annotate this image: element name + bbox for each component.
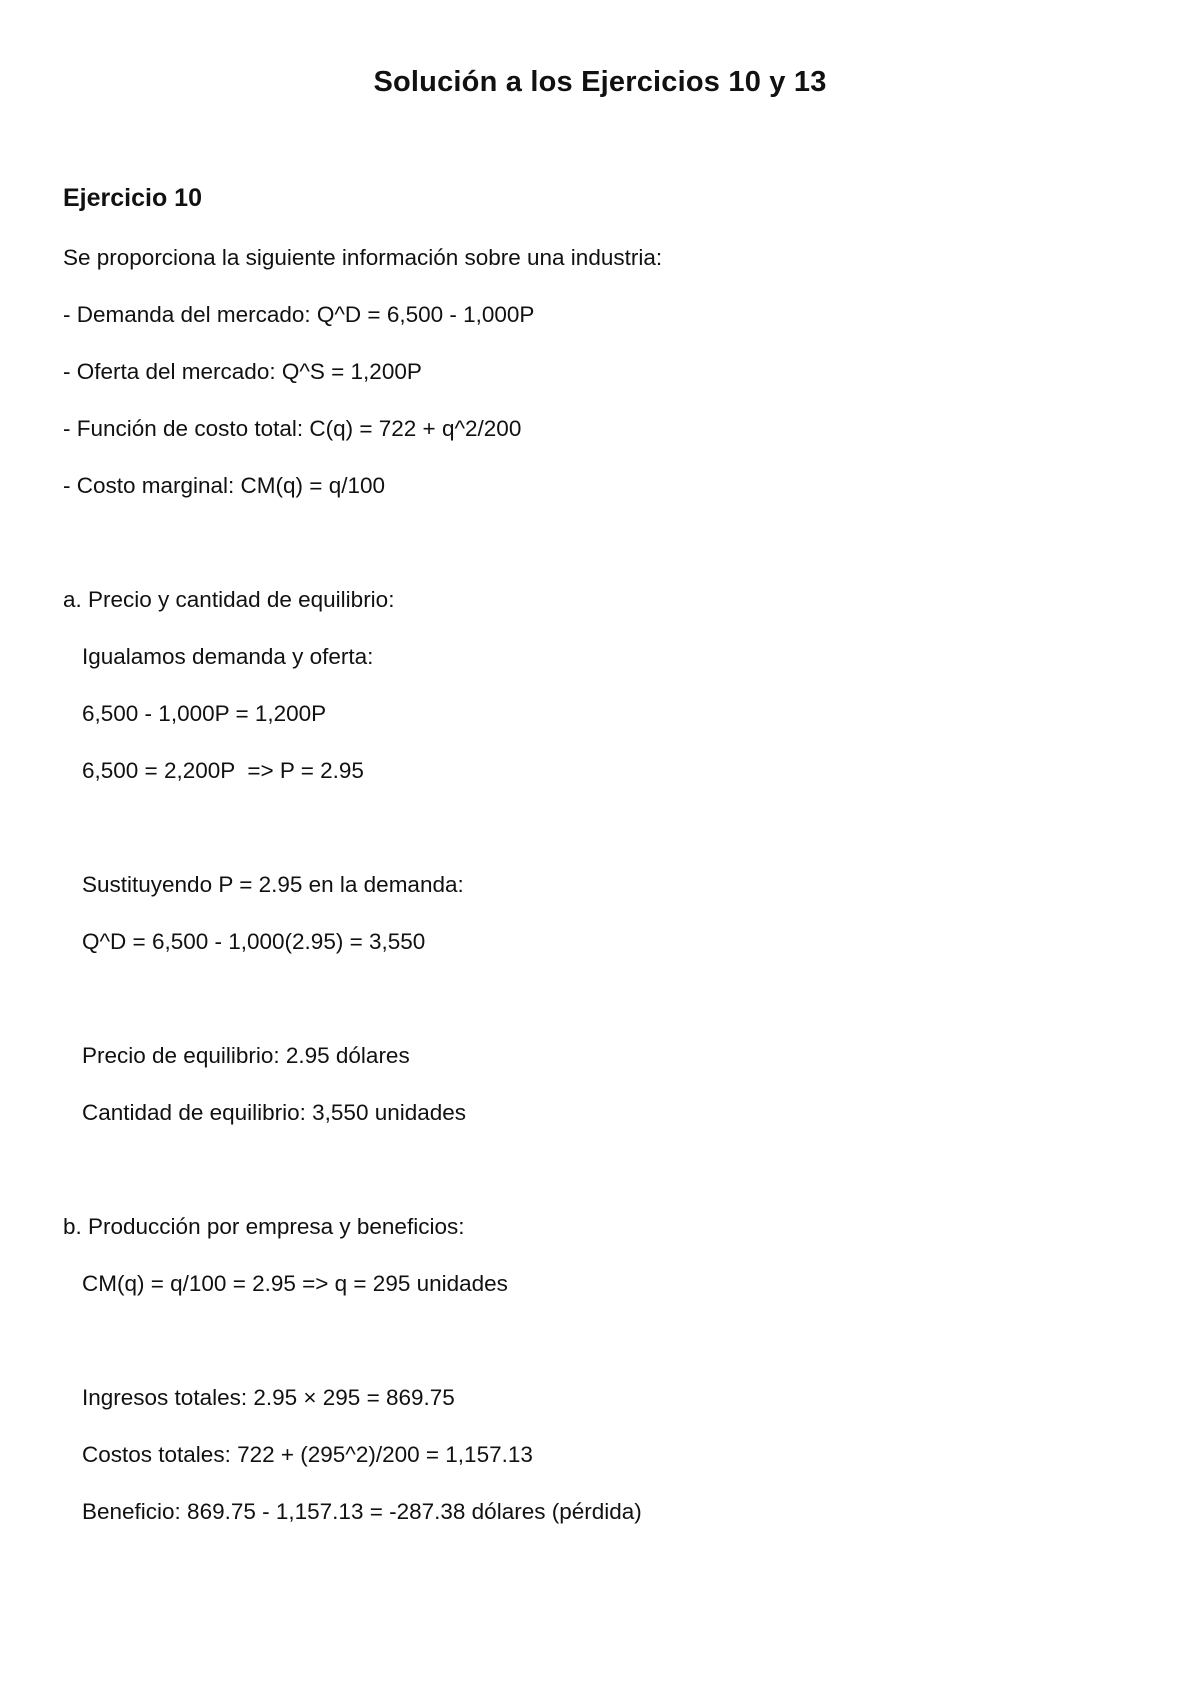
part-b-heading: b. Producción por empresa y beneficios: <box>63 1214 465 1239</box>
part-a-heading: a. Precio y cantidad de equilibrio: <box>63 587 395 612</box>
part-a-line: Igualamos demanda y oferta: <box>82 644 374 669</box>
part-a-line: Sustituyendo P = 2.95 en la demanda: <box>82 872 464 897</box>
equilibrium-price: Precio de equilibrio: 2.95 dólares <box>82 1043 410 1068</box>
given-marginal-cost: - Costo marginal: CM(q) = q/100 <box>63 473 385 498</box>
given-supply: - Oferta del mercado: Q^S = 1,200P <box>63 359 422 384</box>
profit: Beneficio: 869.75 - 1,157.13 = -287.38 dólares (pérdida) <box>82 1499 642 1524</box>
section-heading: Ejercicio 10 <box>63 184 202 212</box>
part-a-line: 6,500 - 1,000P = 1,200P <box>82 701 327 726</box>
equilibrium-quantity: Cantidad de equilibrio: 3,550 unidades <box>82 1100 467 1125</box>
total-cost: Costos totales: 722 + (295^2)/200 = 1,157.13 <box>82 1442 533 1467</box>
part-a-line: Q^D = 6,500 - 1,000(2.95) = 3,550 <box>82 929 426 954</box>
document-title: Solución a los Ejercicios 10 y 13 <box>373 66 827 98</box>
part-b-line: CM(q) = q/100 = 2.95 => q = 295 unidades <box>82 1271 508 1296</box>
part-a-line: 6,500 = 2,200P => P = 2.95 <box>82 758 364 783</box>
given-total-cost: - Función de costo total: C(q) = 722 + q^2/200 <box>63 416 522 441</box>
total-revenue: Ingresos totales: 2.95 × 295 = 869.75 <box>82 1385 455 1410</box>
given-demand: - Demanda del mercado: Q^D = 6,500 - 1,000P <box>63 302 535 327</box>
intro-text: Se proporciona la siguiente información sobre una industria: <box>63 245 663 270</box>
